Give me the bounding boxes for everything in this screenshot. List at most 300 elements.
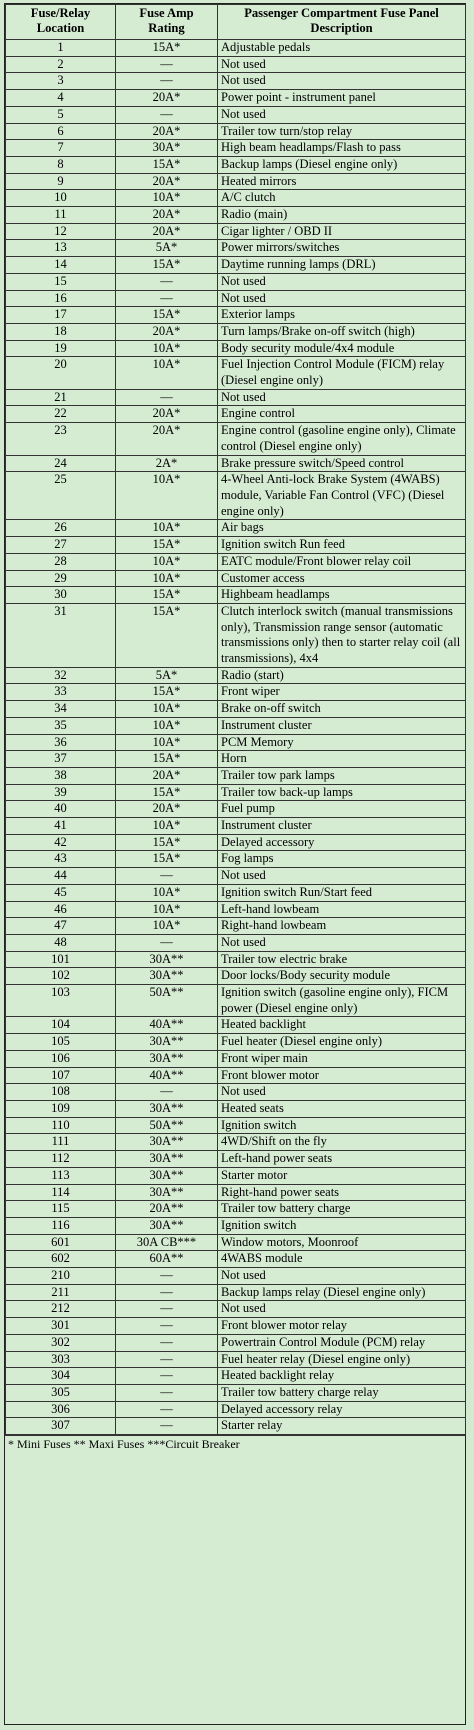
fuse-rating: 20A* (116, 173, 218, 190)
fuse-rating: 40A** (116, 1017, 218, 1034)
fuse-rating: 20A* (116, 90, 218, 107)
table-row (6, 1101, 466, 1118)
fuse-location: 104 (6, 1017, 116, 1034)
fuse-description: Trailer tow turn/stop relay (218, 123, 466, 140)
table-row (6, 1234, 466, 1251)
table-row (6, 717, 466, 734)
fuse-description: Backup lamps relay (Diesel engine only) (218, 1284, 466, 1301)
fuse-location: 9 (6, 173, 116, 190)
fuse-description: Delayed accessory relay (218, 1401, 466, 1418)
fuse-description: Backup lamps (Diesel engine only) (218, 156, 466, 173)
table-row (6, 73, 466, 90)
fuse-location: 40 (6, 801, 116, 818)
fuse-location: 301 (6, 1318, 116, 1335)
fuse-rating: 30A** (116, 1134, 218, 1151)
fuse-rating: 20A* (116, 801, 218, 818)
table-row (6, 951, 466, 968)
table-row (6, 1017, 466, 1034)
fuse-rating: — (116, 106, 218, 123)
fuse-location: 31 (6, 603, 116, 667)
table-row (6, 140, 466, 157)
fuse-location: 28 (6, 553, 116, 570)
table-row (6, 767, 466, 784)
table-row (6, 1318, 466, 1335)
fuse-rating: 15A* (116, 587, 218, 604)
fuse-location: 24 (6, 455, 116, 472)
table-row (6, 1418, 466, 1435)
fuse-rating: 20A* (116, 323, 218, 340)
fuse-description: Power point - instrument panel (218, 90, 466, 107)
fuse-rating: 10A* (116, 901, 218, 918)
fuse-description: Fuel heater relay (Diesel engine only) (218, 1351, 466, 1368)
fuse-description: Not used (218, 290, 466, 307)
fuse-rating: 40A** (116, 1067, 218, 1084)
fuse-rating: 15A* (116, 603, 218, 667)
fuse-rating: 30A** (116, 1101, 218, 1118)
fuse-description: Left-hand lowbeam (218, 901, 466, 918)
fuse-description: 4WD/Shift on the fly (218, 1134, 466, 1151)
fuse-location: 48 (6, 934, 116, 951)
fuse-location: 21 (6, 389, 116, 406)
table-row (6, 240, 466, 257)
fuse-rating: 30A** (116, 968, 218, 985)
fuse-location: 47 (6, 918, 116, 935)
table-row (6, 603, 466, 667)
fuse-location: 601 (6, 1234, 116, 1251)
table-row (6, 290, 466, 307)
fuse-location: 43 (6, 851, 116, 868)
table-row (6, 587, 466, 604)
fuse-location: 45 (6, 884, 116, 901)
fuse-description: Customer access (218, 570, 466, 587)
fuse-rating: 15A* (116, 257, 218, 274)
table-row (6, 406, 466, 423)
fuse-rating: 15A* (116, 156, 218, 173)
fuse-description: Trailer tow electric brake (218, 951, 466, 968)
fuse-location: 25 (6, 472, 116, 520)
fuse-description: High beam headlamps/Flash to pass (218, 140, 466, 157)
table-row (6, 570, 466, 587)
fuse-rating: — (116, 1368, 218, 1385)
fuse-rating: 20A* (116, 767, 218, 784)
fuse-rating: 15A* (116, 684, 218, 701)
fuse-location: 34 (6, 701, 116, 718)
fuse-rating: — (116, 1351, 218, 1368)
table-row (6, 1117, 466, 1134)
fuse-rating: 15A* (116, 307, 218, 324)
table-row (6, 1368, 466, 1385)
fuse-rating: 20A* (116, 406, 218, 423)
fuse-rating: 20A* (116, 207, 218, 224)
fuse-description: Not used (218, 934, 466, 951)
fuse-location: 114 (6, 1184, 116, 1201)
fuse-location: 2 (6, 56, 116, 73)
fuse-rating: 10A* (116, 918, 218, 935)
fuse-rating: 10A* (116, 472, 218, 520)
header-rating: Fuse Amp Rating (116, 5, 218, 40)
fuse-location: 27 (6, 537, 116, 554)
fuse-rating: — (116, 1284, 218, 1301)
fuse-location: 11 (6, 207, 116, 224)
table-row (6, 934, 466, 951)
fuse-description: Heated backlight (218, 1017, 466, 1034)
fuse-rating: 15A* (116, 784, 218, 801)
fuse-rating: 30A* (116, 140, 218, 157)
table-row (6, 1284, 466, 1301)
table-row (6, 1067, 466, 1084)
fuse-rating: — (116, 290, 218, 307)
table-row (6, 1050, 466, 1067)
fuse-description: Trailer tow back-up lamps (218, 784, 466, 801)
fuse-description: Brake pressure switch/Speed control (218, 455, 466, 472)
fuse-rating: 20A* (116, 223, 218, 240)
fuse-description: Starter motor (218, 1167, 466, 1184)
fuse-rating: 30A** (116, 1050, 218, 1067)
table-row (6, 751, 466, 768)
table-row (6, 667, 466, 684)
fuse-location: 44 (6, 868, 116, 885)
fuse-description: Not used (218, 868, 466, 885)
fuse-description: Instrument cluster (218, 717, 466, 734)
table-header-row (6, 5, 466, 40)
fuse-rating: 30A CB*** (116, 1234, 218, 1251)
header-description: Passenger Compartment Fuse Panel Description (218, 5, 466, 40)
fuse-rating: 10A* (116, 190, 218, 207)
fuse-description: Door locks/Body security module (218, 968, 466, 985)
table-row (6, 784, 466, 801)
fuse-location: 46 (6, 901, 116, 918)
table-row (6, 423, 466, 455)
fuse-rating: 30A** (116, 1034, 218, 1051)
fuse-location: 10 (6, 190, 116, 207)
fuse-location: 20 (6, 357, 116, 389)
table-row (6, 357, 466, 389)
table-row (6, 56, 466, 73)
fuse-rating: 10A* (116, 570, 218, 587)
table-row (6, 223, 466, 240)
fuse-description: Engine control (218, 406, 466, 423)
fuse-description: PCM Memory (218, 734, 466, 751)
table-row (6, 734, 466, 751)
fuse-description: Right-hand power seats (218, 1184, 466, 1201)
table-row (6, 273, 466, 290)
fuse-panel-chart (4, 3, 466, 1725)
fuse-location: 302 (6, 1334, 116, 1351)
fuse-location: 106 (6, 1050, 116, 1067)
fuse-rating: 50A** (116, 985, 218, 1017)
fuse-rating: 30A** (116, 1184, 218, 1201)
fuse-location: 4 (6, 90, 116, 107)
table-row (6, 884, 466, 901)
table-row (6, 472, 466, 520)
fuse-description: Ignition switch Run feed (218, 537, 466, 554)
fuse-description: Trailer tow battery charge (218, 1201, 466, 1218)
fuse-rating: 5A* (116, 240, 218, 257)
fuse-location: 7 (6, 140, 116, 157)
fuse-description: Window motors, Moonroof (218, 1234, 466, 1251)
table-row (6, 520, 466, 537)
fuse-location: 111 (6, 1134, 116, 1151)
fuse-description: Front blower motor relay (218, 1318, 466, 1335)
fuse-location: 32 (6, 667, 116, 684)
fuse-rating: 30A** (116, 1151, 218, 1168)
fuse-rating: 20A** (116, 1201, 218, 1218)
fuse-rating: — (116, 1268, 218, 1285)
fuse-location: 12 (6, 223, 116, 240)
fuse-description: Fuel heater (Diesel engine only) (218, 1034, 466, 1051)
fuse-location: 103 (6, 985, 116, 1017)
fuse-description: Not used (218, 273, 466, 290)
fuse-description: Front blower motor (218, 1067, 466, 1084)
fuse-description: Adjustable pedals (218, 40, 466, 57)
table-row (6, 1201, 466, 1218)
fuse-rating: 2A* (116, 455, 218, 472)
fuse-location: 42 (6, 834, 116, 851)
table-row (6, 701, 466, 718)
fuse-description: Body security module/4x4 module (218, 340, 466, 357)
fuse-location: 14 (6, 257, 116, 274)
fuse-description: Brake on-off switch (218, 701, 466, 718)
table-row (6, 1301, 466, 1318)
fuse-location: 36 (6, 734, 116, 751)
table-row (6, 684, 466, 701)
table-row (6, 1217, 466, 1234)
fuse-description: Not used (218, 389, 466, 406)
fuse-rating: 10A* (116, 717, 218, 734)
fuse-description: Fog lamps (218, 851, 466, 868)
fuse-table-body (6, 40, 466, 1435)
fuse-location: 22 (6, 406, 116, 423)
table-row (6, 389, 466, 406)
fuse-description: Front wiper (218, 684, 466, 701)
fuse-location: 23 (6, 423, 116, 455)
fuse-description: Heated backlight relay (218, 1368, 466, 1385)
fuse-rating: 20A* (116, 423, 218, 455)
fuse-rating: 15A* (116, 834, 218, 851)
fuse-description: 4-Wheel Anti-lock Brake System (4WABS) module, Variable Fan Control (VFC) (Diesel engine only) (218, 472, 466, 520)
fuse-rating: 20A* (116, 123, 218, 140)
fuse-rating: — (116, 273, 218, 290)
fuse-location: 105 (6, 1034, 116, 1051)
fuse-rating: — (116, 1084, 218, 1101)
fuse-description: Not used (218, 1084, 466, 1101)
fuse-location: 307 (6, 1418, 116, 1435)
fuse-location: 101 (6, 951, 116, 968)
fuse-location: 116 (6, 1217, 116, 1234)
table-row (6, 190, 466, 207)
fuse-rating: — (116, 1334, 218, 1351)
fuse-rating: — (116, 73, 218, 90)
fuse-rating: 30A** (116, 1167, 218, 1184)
fuse-description: Not used (218, 1268, 466, 1285)
fuse-description: Ignition switch (218, 1217, 466, 1234)
table-row (6, 868, 466, 885)
fuse-rating: 5A* (116, 667, 218, 684)
fuse-location: 15 (6, 273, 116, 290)
fuse-description: Ignition switch Run/Start feed (218, 884, 466, 901)
fuse-rating: — (116, 1301, 218, 1318)
table-row (6, 455, 466, 472)
fuse-description: Exterior lamps (218, 307, 466, 324)
fuse-description: Heated mirrors (218, 173, 466, 190)
table-row (6, 340, 466, 357)
table-row (6, 1134, 466, 1151)
table-row (6, 257, 466, 274)
fuse-description: Engine control (gasoline engine only), Climate control (Diesel engine only) (218, 423, 466, 455)
table-row (6, 553, 466, 570)
table-row (6, 1401, 466, 1418)
table-row (6, 1251, 466, 1268)
fuse-location: 5 (6, 106, 116, 123)
table-row (6, 40, 466, 57)
table-row (6, 1334, 466, 1351)
fuse-description: Delayed accessory (218, 834, 466, 851)
fuse-location: 108 (6, 1084, 116, 1101)
fuse-description: EATC module/Front blower relay coil (218, 553, 466, 570)
fuse-location: 37 (6, 751, 116, 768)
fuse-location: 26 (6, 520, 116, 537)
fuse-rating: 10A* (116, 884, 218, 901)
fuse-location: 210 (6, 1268, 116, 1285)
fuse-rating: 10A* (116, 701, 218, 718)
fuse-description: Highbeam headlamps (218, 587, 466, 604)
fuse-description: Radio (main) (218, 207, 466, 224)
fuse-location: 29 (6, 570, 116, 587)
fuse-rating: 15A* (116, 40, 218, 57)
header-location: Fuse/Relay Location (6, 5, 116, 40)
fuse-location: 18 (6, 323, 116, 340)
table-row (6, 307, 466, 324)
fuse-location: 306 (6, 1401, 116, 1418)
table-row (6, 1184, 466, 1201)
fuse-location: 39 (6, 784, 116, 801)
fuse-rating: 15A* (116, 851, 218, 868)
fuse-location: 6 (6, 123, 116, 140)
fuse-description: Cigar lighter / OBD II (218, 223, 466, 240)
fuse-description: Not used (218, 1301, 466, 1318)
fuse-rating: — (116, 389, 218, 406)
fuse-location: 602 (6, 1251, 116, 1268)
fuse-description: Clutch interlock switch (manual transmissions only), Transmission range sensor (automatic transmissions only) then to starter relay coil (all transmissions), 4x4 (218, 603, 466, 667)
fuse-description: Fuel pump (218, 801, 466, 818)
fuse-description: Turn lamps/Brake on-off switch (high) (218, 323, 466, 340)
fuse-location: 38 (6, 767, 116, 784)
fuse-location: 303 (6, 1351, 116, 1368)
fuse-rating: 10A* (116, 553, 218, 570)
fuse-table (5, 4, 466, 1435)
fuse-rating: — (116, 1318, 218, 1335)
fuse-description: Powertrain Control Module (PCM) relay (218, 1334, 466, 1351)
fuse-location: 212 (6, 1301, 116, 1318)
fuse-location: 13 (6, 240, 116, 257)
fuse-rating: 10A* (116, 340, 218, 357)
fuse-description: Power mirrors/switches (218, 240, 466, 257)
fuse-location: 112 (6, 1151, 116, 1168)
table-row (6, 1268, 466, 1285)
fuse-description: Horn (218, 751, 466, 768)
fuse-description: Instrument cluster (218, 818, 466, 835)
fuse-description: Daytime running lamps (DRL) (218, 257, 466, 274)
table-row (6, 801, 466, 818)
table-row (6, 1167, 466, 1184)
table-row (6, 90, 466, 107)
fuse-rating: — (116, 1384, 218, 1401)
fuse-rating: — (116, 1401, 218, 1418)
table-row (6, 985, 466, 1017)
table-row (6, 1034, 466, 1051)
fuse-location: 102 (6, 968, 116, 985)
fuse-location: 33 (6, 684, 116, 701)
fuse-location: 305 (6, 1384, 116, 1401)
fuse-description: Ignition switch (218, 1117, 466, 1134)
fuse-location: 110 (6, 1117, 116, 1134)
fuse-location: 115 (6, 1201, 116, 1218)
fuse-rating: — (116, 56, 218, 73)
fuse-rating: 10A* (116, 357, 218, 389)
fuse-description: Front wiper main (218, 1050, 466, 1067)
fuse-description: Trailer tow battery charge relay (218, 1384, 466, 1401)
table-row (6, 1151, 466, 1168)
fuse-description: Left-hand power seats (218, 1151, 466, 1168)
fuse-description: Not used (218, 73, 466, 90)
fuse-rating: 60A** (116, 1251, 218, 1268)
table-row (6, 323, 466, 340)
fuse-description: Air bags (218, 520, 466, 537)
fuse-rating: 30A** (116, 951, 218, 968)
fuse-location: 109 (6, 1101, 116, 1118)
table-row (6, 851, 466, 868)
fuse-description: Ignition switch (gasoline engine only), FICM power (Diesel engine only) (218, 985, 466, 1017)
fuse-location: 17 (6, 307, 116, 324)
fuse-location: 16 (6, 290, 116, 307)
fuse-location: 41 (6, 818, 116, 835)
fuse-rating: 50A** (116, 1117, 218, 1134)
table-row (6, 918, 466, 935)
table-row (6, 1084, 466, 1101)
table-row (6, 901, 466, 918)
fuse-description: A/C clutch (218, 190, 466, 207)
fuse-location: 35 (6, 717, 116, 734)
fuse-rating: — (116, 1418, 218, 1435)
fuse-location: 1 (6, 40, 116, 57)
fuse-rating: — (116, 934, 218, 951)
fuse-description: Not used (218, 56, 466, 73)
table-row (6, 537, 466, 554)
table-row (6, 1351, 466, 1368)
fuse-description: Right-hand lowbeam (218, 918, 466, 935)
table-row (6, 207, 466, 224)
fuse-description: Not used (218, 106, 466, 123)
fuse-description: Radio (start) (218, 667, 466, 684)
table-row (6, 123, 466, 140)
table-row (6, 834, 466, 851)
fuse-location: 8 (6, 156, 116, 173)
fuse-description: Heated seats (218, 1101, 466, 1118)
fuse-rating: 10A* (116, 520, 218, 537)
table-row (6, 1384, 466, 1401)
fuse-rating: 15A* (116, 537, 218, 554)
fuse-description: Trailer tow park lamps (218, 767, 466, 784)
fuse-location: 113 (6, 1167, 116, 1184)
fuse-rating: 15A* (116, 751, 218, 768)
fuse-location: 3 (6, 73, 116, 90)
table-row (6, 106, 466, 123)
fuse-location: 211 (6, 1284, 116, 1301)
fuse-location: 304 (6, 1368, 116, 1385)
table-row (6, 173, 466, 190)
table-row (6, 156, 466, 173)
table-row (6, 968, 466, 985)
